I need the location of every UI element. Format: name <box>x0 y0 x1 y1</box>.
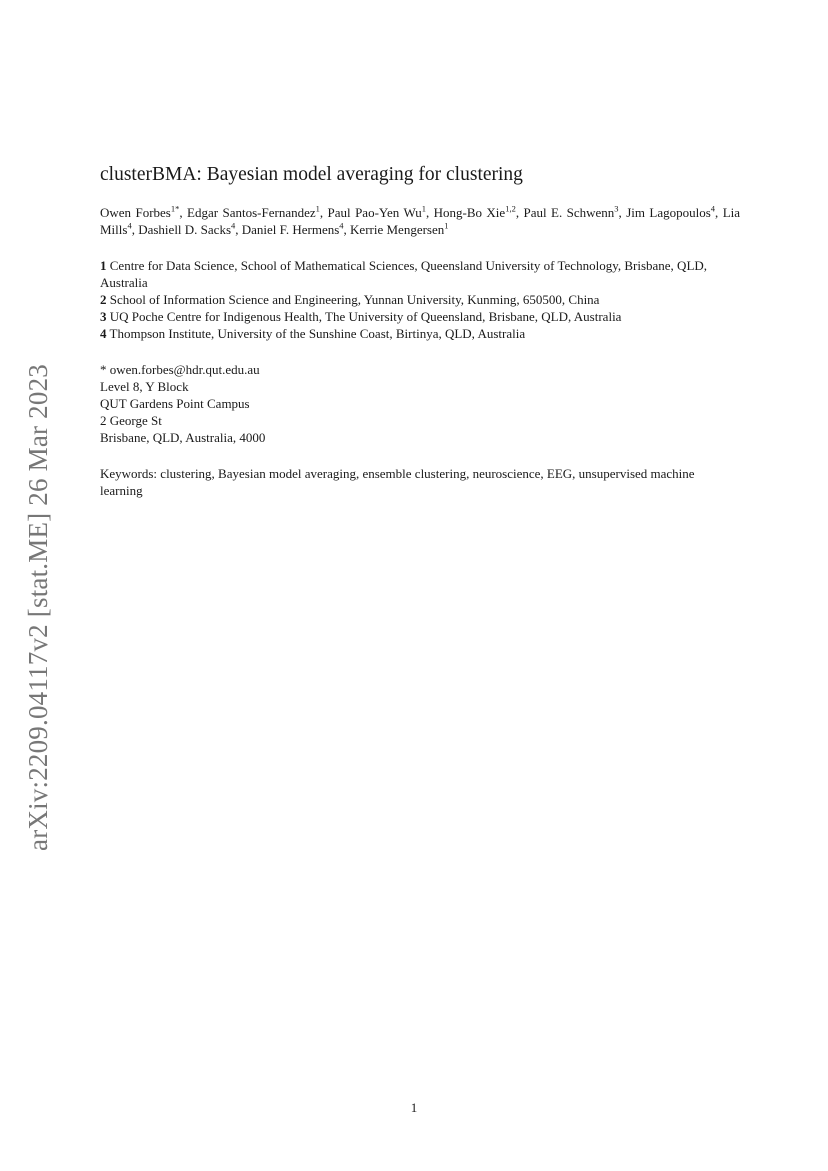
author: Daniel F. Hermens$^4$ <box>241 220 344 237</box>
affiliation: 3 UQ Poche Centre for Indigenous Health, The University of Queensland, Brisbane, QLD, Australia <box>100 309 622 324</box>
arxiv-identifier: arXiv:2209.04117v2 [stat.ME] 26 Mar 2023 <box>22 363 53 851</box>
address-line: Level 8, Y Block <box>100 379 189 394</box>
author-list: Owen Forbes$^{1*}$, Edgar Santos-Fernandez$^1$, Paul Pao-Yen Wu$^1$, Hong-Bo Xie$^{1,2}$, Paul E. Schwenn$^3$, Jim Lagopoulos$^4$, Lia Mills$^4$, Dashiell D. Sacks$^4$, Daniel F. Hermens$^4$, Kerrie Mengersen$^1$ <box>100 203 741 237</box>
affiliation: 2 School of Information Science and Engineering, Yunnan University, Kunming, 650500, China <box>100 292 600 307</box>
correspondence <box>100 361 740 446</box>
author: Edgar Santos-Fernandez$^1$ <box>187 203 320 220</box>
paper-title: clusterBMA: Bayesian model averaging for clustering <box>100 164 523 185</box>
author: Kerrie Mengersen$^1$ <box>350 220 449 237</box>
author: Jim Lagopoulos$^4$ <box>626 203 716 220</box>
affiliation: 1 Centre for Data Science, School of Mathematical Sciences, Queensland University of Technology, Brisbane, QLD, Australia <box>100 258 708 290</box>
page-number: 1 <box>410 1100 418 1115</box>
address-line: QUT Gardens Point Campus <box>100 396 250 411</box>
author: Owen Forbes$^{1*}$ <box>100 203 180 220</box>
author: Lia Mills$^4$ <box>100 205 741 237</box>
author: Paul Pao-Yen Wu$^1$ <box>327 203 426 220</box>
author: Dashiell D. Sacks$^4$ <box>138 220 236 237</box>
corresponding-email[interactable]: * owen.forbes@hdr.qut.edu.au <box>100 362 260 377</box>
front-matter <box>100 163 740 499</box>
address-line: Brisbane, QLD, Australia, 4000 <box>100 430 266 445</box>
arxiv-sidebar-stamp <box>22 352 54 862</box>
keywords: Keywords: clustering, Bayesian model averaging, ensemble clustering, neuroscience, EEG, unsupervised machine learning <box>100 466 695 498</box>
address-line: 2 George St <box>100 413 162 428</box>
affiliation: 4 Thompson Institute, University of the Sunshine Coast, Birtinya, QLD, Australia <box>100 326 526 341</box>
author: Hong-Bo Xie$^{1,2}$ <box>433 203 516 220</box>
author: Paul E. Schwenn$^3$ <box>523 203 619 220</box>
affiliations <box>100 257 740 342</box>
